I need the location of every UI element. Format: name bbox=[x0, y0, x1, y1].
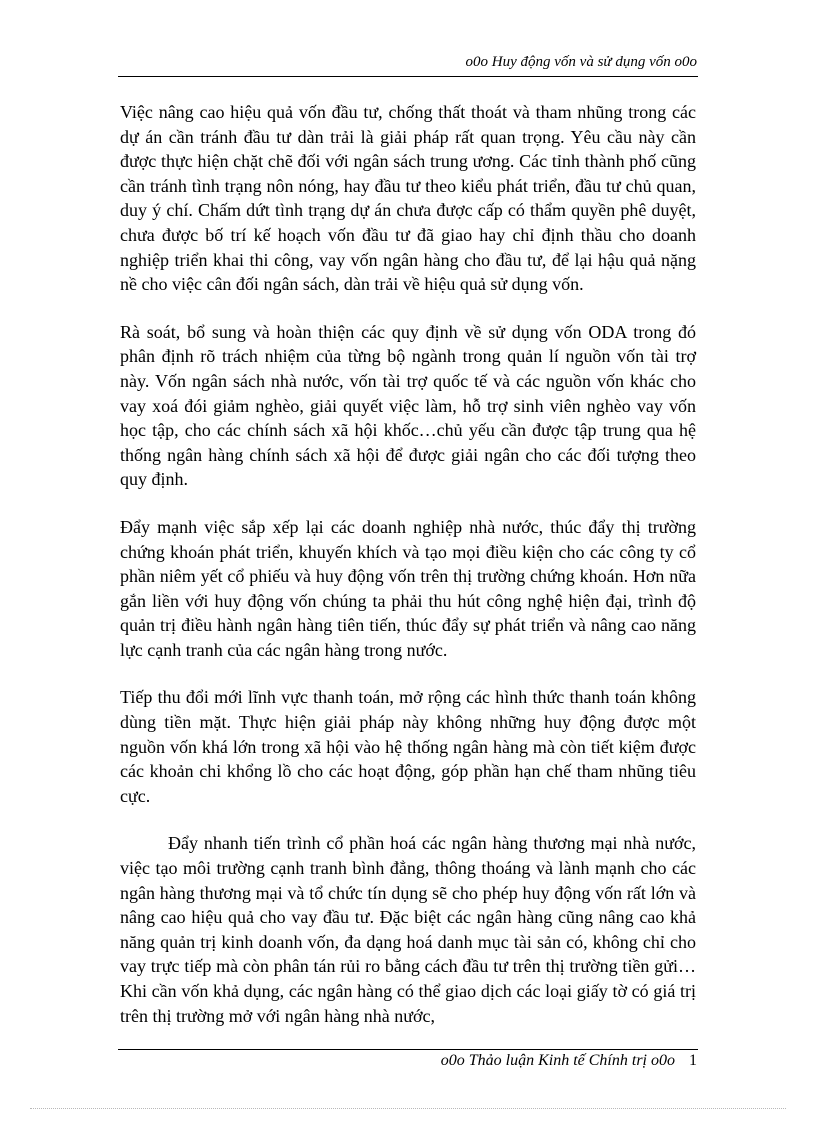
paragraph-payment-reform: Tiếp thu đổi mới lĩnh vực thanh toán, mở rộng các hình thức thanh toán không dùng tiền mặt. Thực hiện giải pháp này không những huy động được một nguồn vốn khá lớn trong xã hội vào hệ thống ngân hàng mà còn tiết kiệm được các khoản chi khổng lồ cho các hoạt động, góp phần hạn chế tham nhũng tiêu cực. bbox=[120, 687, 696, 806]
page-number: 1 bbox=[689, 1052, 697, 1069]
document-body bbox=[120, 100, 696, 1051]
paragraph-oda-review: Rà soát, bổ sung và hoàn thiện các quy định về sử dụng vốn ODA trong đó phân định rõ trách nhiệm của từng bộ ngành trong quản lí nguồn vốn tài trợ này. Vốn ngân sách nhà nước, vốn tài trợ quốc tế và các nguồn vốn khác cho vay xoá đói giảm nghèo, giải quyết việc làm, hỗ trợ sinh viên nghèo vay vốn học tập, cho các chính sách xã hội khốc…chủ yếu cần được tập trung qua hệ thống ngân hàng chính sách xã hội để được giải ngân cho các đối tượng theo quy định. bbox=[120, 321, 696, 490]
paragraph-bank-equitization: Đẩy nhanh tiến trình cổ phần hoá các ngân hàng thương mại nhà nước, việc tạo môi trường cạnh tranh bình đẳng, thông thoáng và lành mạnh cho các ngân hàng thương mại và tổ chức tín dụng sẽ cho phép huy động vốn rất lớn và nâng cao hiệu quả cho vay đầu tư. Đặc biệt các ngân hàng cũng nâng cao khả năng quản trị kinh doanh vốn, đa dạng hoá danh mục tài sản có, không chỉ cho vay trực tiếp mà còn phân tán rủi ro bằng cách đầu tư trên thị trường tiền gửi…Khi cần vốn khả dụng, các ngân hàng có thể giao dịch các loại giấy tờ có giá trị trên thị trường mở với ngân hàng nhà nước, bbox=[120, 833, 696, 1026]
paragraph-capital-efficiency: Việc nâng cao hiệu quả vốn đầu tư, chống thất thoát và tham nhũng trong các dự án cần tránh đầu tư dàn trải là giải pháp rất quan trọng. Yêu cầu này cần được thực hiện chặt chẽ đối với ngân sách trung ương. Các tỉnh thành phố cũng cần tránh tình trạng nôn nóng, hay đầu tư theo kiểu phát triển, đầu tư chủ quan, duy ý chí. Chấm dứt tình trạng dự án chưa được cấp có thẩm quyền phê duyệt, chưa được bố trí kế hoạch vốn đầu tư đã giao hay chỉ định thầu cho doanh nghiệp triển khai thi công, vay vốn ngân hàng cho đầu tư, để lại hậu quả nặng nề cho việc cân đối ngân sách, dàn trải về hiệu quả sử dụng vốn. bbox=[120, 102, 696, 295]
header-divider bbox=[118, 76, 698, 77]
page-footer bbox=[441, 1052, 697, 1070]
footer-divider bbox=[118, 1049, 698, 1050]
footer-title: o0o Thảo luận Kinh tế Chính trị o0o bbox=[440, 1052, 675, 1069]
paragraph-enterprise-restructuring: Đẩy mạnh việc sắp xếp lại các doanh nghiệp nhà nước, thúc đẩy thị trường chứng khoán phát triển, khuyến khích và tạo mọi điều kiện cho các công ty cổ phần niêm yết cổ phiếu và huy động vốn trên thị trường chứng khoán. Hơn nữa gắn liền với huy động vốn chúng ta phải thu hút công nghệ hiện đại, trình độ quản trị điều hành ngân hàng tiên tiến, thúc đẩy sự phát triển và nâng cao năng lực cạnh tranh của các ngân hàng trong nước. bbox=[120, 516, 696, 660]
running-header: o0o Huy động vốn và sử dụng vốn o0o bbox=[465, 54, 697, 70]
page-edge-dotted-line bbox=[30, 1108, 786, 1109]
